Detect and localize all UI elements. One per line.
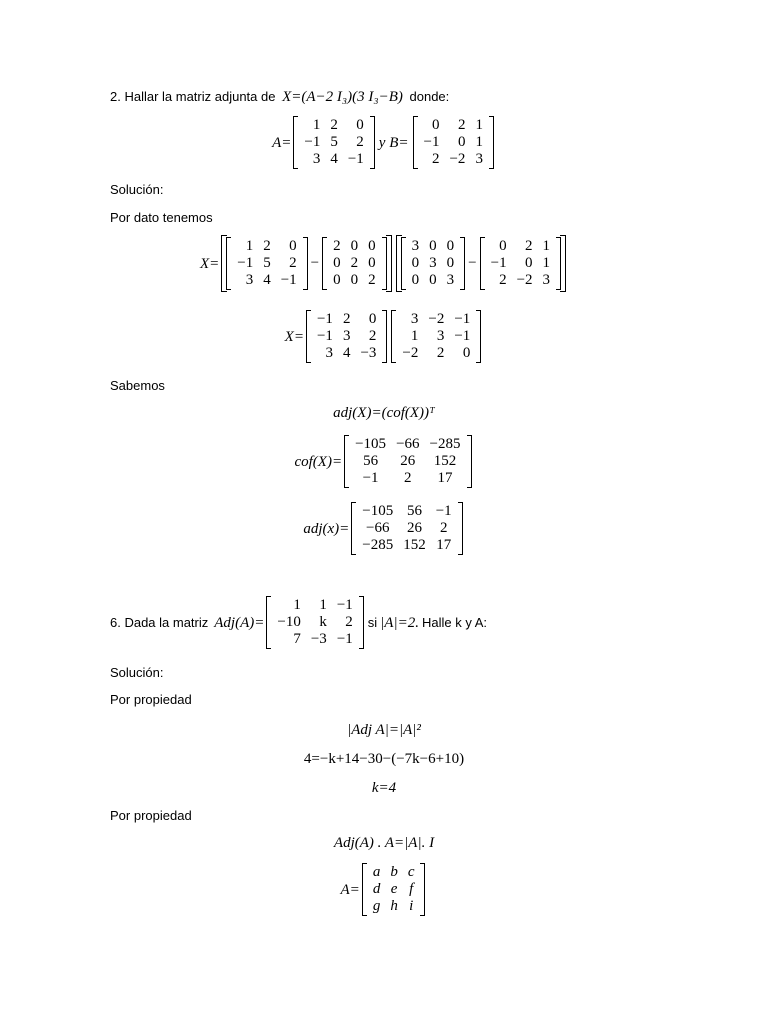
matrix-row (312, 311, 381, 328)
adj-equation (0, 502, 768, 555)
matrix-row (368, 864, 420, 881)
matrix-cell: 0 (457, 134, 466, 150)
adj-formula (0, 404, 768, 422)
matrix-row (397, 311, 475, 328)
matrix-cell: −285 (362, 537, 394, 553)
matrix-cell: −105 (362, 503, 394, 519)
problem-2-suffix: donde: (409, 89, 450, 104)
matrix-row (486, 238, 555, 255)
matrix-cell: 0 (429, 272, 437, 288)
matrix-row (299, 134, 368, 151)
matrix-row (419, 151, 488, 168)
matrix-cell: 2 (345, 614, 353, 630)
eq-det-adj (0, 721, 768, 739)
problem-6-prefix: 6. Dada la matriz (110, 614, 209, 630)
matrix-cell: k (319, 614, 327, 630)
matrix-cell: 2 (404, 470, 412, 486)
matrix-cell: 0 (368, 311, 377, 327)
matrix-row (397, 328, 475, 345)
matrix-cell: 3 (475, 151, 483, 167)
matrix-cell: −1 (347, 151, 364, 167)
matrix-row (232, 238, 301, 255)
matrix-3i (401, 237, 466, 290)
matrix-cell: 4 (330, 151, 338, 167)
matrix-cell: 0 (525, 255, 533, 271)
matrix-row (486, 272, 555, 289)
matrix-cell: i (409, 898, 414, 914)
sabemos-text: Sabemos (110, 378, 165, 393)
matrix-cell: 26 (406, 520, 422, 536)
matrix-cell: 0 (446, 238, 455, 254)
matrix-cell: 3 (312, 151, 321, 167)
matrix-cell: 0 (411, 272, 420, 288)
matrix-cell: e (390, 881, 398, 897)
matrix-cell: 152 (433, 453, 457, 469)
matrix-cell: c (407, 864, 415, 880)
matrix-cell: 0 (368, 255, 376, 271)
matrix-row (357, 520, 456, 537)
matrices-a-b (0, 116, 768, 169)
eq2-text: 4=−k+14−30−(−7k−6+10) (303, 751, 465, 767)
matrix-row (407, 238, 460, 255)
matrix-cell: −1 (316, 328, 333, 344)
matrix-row (486, 255, 555, 272)
matrix-cell: −1 (336, 597, 353, 613)
matrix-cell: 0 (431, 117, 440, 133)
x-expansion (0, 235, 768, 292)
por-dato-text: Por dato tenemos (110, 210, 213, 225)
matrix-cell: −10 (277, 614, 301, 630)
matrix-cell: 3 (325, 345, 333, 361)
matrix-cell: 2 (263, 238, 271, 254)
matrix-cell: 1 (319, 597, 327, 613)
matrix-cell: −1 (316, 311, 333, 327)
por-propiedad-2: Por propiedad (110, 808, 192, 823)
matrix-cell: 56 (363, 453, 379, 469)
si-text: si (367, 614, 378, 630)
matrix-cell: 2 (368, 328, 377, 344)
matrix-cell: 0 (350, 272, 359, 288)
matrix-b (413, 116, 494, 169)
matrix-cell: 2 (439, 520, 448, 536)
matrix-cell: −1 (454, 311, 471, 327)
matrix-cell: 0 (350, 238, 359, 254)
matrix-cof (344, 435, 471, 488)
matrix-cell: 1 (410, 328, 419, 344)
matrix-row (272, 597, 357, 614)
a-label: A= (340, 881, 360, 898)
matrix-row (232, 272, 301, 289)
matrix-cell: 3 (542, 272, 551, 288)
eq4-text: Adj(A) . A=|A|. I (333, 835, 435, 851)
matrix-cell: 3 (410, 311, 419, 327)
matrix-cell: 2 (330, 117, 338, 133)
matrix-row (272, 631, 357, 648)
matrix-row (368, 881, 420, 898)
matrix-cell: 3 (446, 272, 455, 288)
matrix-cell: 5 (263, 255, 271, 271)
x-definition: X=(A−2 I₃)(3 I₃−B) (282, 89, 403, 105)
matrix-row (272, 614, 357, 631)
matrix-cell: −105 (355, 436, 387, 452)
matrix-cell: 0 (499, 238, 507, 254)
cof-equation (0, 435, 768, 488)
matrix-b-copy (480, 237, 561, 290)
matrix-cell: 1 (293, 597, 301, 613)
matrix-cell: 26 (400, 453, 416, 469)
matrix-row (407, 272, 460, 289)
matrix-cell: 2 (499, 272, 507, 288)
matrix-row (357, 503, 456, 520)
matrix-cell: −3 (360, 345, 377, 361)
matrix-cell: −1 (237, 255, 254, 271)
matrix-cell: −2 (428, 311, 445, 327)
matrix-cell: 0 (446, 255, 455, 271)
matrix-row (299, 151, 368, 168)
matrix-a (293, 116, 374, 169)
matrix-cell: −1 (362, 470, 379, 486)
matrix-cell: 3 (436, 328, 445, 344)
matrix-adj (351, 502, 462, 555)
problem-2-prefix: 2. Hallar la matriz adjunta de (110, 89, 276, 104)
matrix-cell: a (372, 864, 381, 880)
matrix-a-copy (226, 237, 307, 290)
matrix-cell: −2 (402, 345, 419, 361)
matrix-adj-a (266, 596, 363, 649)
matrix-cell: −1 (336, 631, 353, 647)
por-propiedad-1: Por propiedad (110, 692, 192, 707)
matrix-cell: 0 (289, 238, 297, 254)
matrix-cell: b (390, 864, 398, 880)
eq-adj-product (0, 834, 768, 852)
matrix-row (299, 117, 368, 134)
matrix-cell: 17 (436, 537, 452, 553)
x-product (0, 310, 768, 363)
matrix-cell: 2 (342, 311, 351, 327)
matrix-row (350, 453, 465, 470)
matrix-row (328, 255, 381, 272)
matrix-row (312, 328, 381, 345)
matrix-cell: −3 (310, 631, 327, 647)
matrix-cell: 1 (245, 238, 254, 254)
connector-yb: y B= (378, 134, 409, 151)
matrix-cell: 2 (525, 238, 533, 254)
matrix-row (312, 345, 381, 362)
matrix-cell: 152 (403, 537, 426, 553)
matrix-cell: −1 (423, 134, 440, 150)
factor-1 (221, 235, 391, 292)
matrix-cell: 2 (368, 272, 376, 288)
adj-formula-text: adj(X)=(cof(X))ᵀ (333, 405, 435, 421)
solucion-heading: Solución: (110, 182, 164, 197)
matrix-row (350, 470, 465, 487)
matrix-cell: −1 (435, 503, 452, 519)
matrix-row (232, 255, 301, 272)
matrix-cell: 0 (333, 272, 341, 288)
matrix-cell: h (390, 898, 398, 914)
problem-6-statement (110, 596, 487, 649)
matrix-cell: −1 (490, 255, 507, 271)
cof-label: cof(X)= (294, 453, 343, 470)
matrix-cell: 3 (411, 238, 420, 254)
matrix-cell: 0 (429, 238, 437, 254)
matrix-p2 (391, 310, 481, 363)
matrix-row (407, 255, 460, 272)
matrix-cell: 3 (245, 272, 254, 288)
matrix-cell: 1 (475, 117, 483, 133)
minus-sign: − (310, 255, 320, 271)
matrix-cell: 0 (333, 255, 341, 271)
matrix-cell: g (372, 898, 381, 914)
matrix-2i (322, 237, 387, 290)
matrix-row (328, 272, 381, 289)
matrix-row (350, 436, 465, 453)
matrix-cell: 2 (457, 117, 466, 133)
minus-sign: − (468, 255, 477, 271)
matrix-cell: −1 (454, 328, 471, 344)
matrix-cell: −66 (366, 520, 390, 536)
matrix-cell: 0 (356, 117, 364, 133)
matrix-cell: 1 (542, 255, 551, 271)
matrix-row (419, 117, 488, 134)
eq-k-value (0, 779, 768, 797)
matrix-cell: 7 (293, 631, 301, 647)
generic-a-equation (0, 863, 768, 916)
matrix-cell: 0 (411, 255, 420, 271)
eq1-text: |Adj A|=|A|² (347, 722, 421, 738)
matrix-row (357, 537, 456, 554)
x-product-label: X= (284, 328, 304, 345)
matrix-cell: −66 (396, 436, 420, 452)
adj-a-label: Adj(A)= (214, 614, 265, 631)
matrix-cell: 2 (289, 255, 297, 271)
eq-expansion (0, 750, 768, 768)
factor-2 (396, 235, 566, 292)
matrix-cell: 4 (263, 272, 271, 288)
det-condition: |A|=2. (380, 614, 419, 631)
matrix-cell: 3 (429, 255, 437, 271)
matrix-a-label: A= (272, 134, 292, 151)
matrix-cell: 1 (542, 238, 551, 254)
eq3-text: k=4 (371, 780, 397, 796)
matrix-cell: 2 (431, 151, 440, 167)
matrix-cell: 2 (333, 238, 341, 254)
matrix-generic-a (362, 863, 426, 916)
problem-2-statement (110, 88, 449, 106)
solucion-heading-6: Solución: (110, 665, 164, 680)
matrix-cell: −2 (449, 151, 466, 167)
matrix-cell: d (372, 881, 381, 897)
matrix-cell: 2 (436, 345, 445, 361)
matrix-row (328, 238, 381, 255)
matrix-cell: 3 (342, 328, 351, 344)
matrix-cell: 56 (406, 503, 422, 519)
matrix-cell: −1 (304, 134, 321, 150)
matrix-row (397, 345, 475, 362)
matrix-cell: f (409, 881, 414, 897)
matrix-cell: 5 (330, 134, 338, 150)
problem-6-suffix: Halle k y A: (421, 614, 487, 630)
matrix-cell: 4 (342, 345, 351, 361)
matrix-cell: 1 (312, 117, 321, 133)
matrix-p1 (306, 310, 387, 363)
matrix-cell: 1 (475, 134, 483, 150)
matrix-cell: 0 (462, 345, 471, 361)
matrix-cell: −285 (429, 436, 461, 452)
matrix-cell: 17 (437, 470, 453, 486)
matrix-row (368, 898, 420, 915)
matrix-cell: −1 (280, 272, 297, 288)
matrix-cell: 0 (368, 238, 376, 254)
matrix-row (419, 134, 488, 151)
matrix-cell: 2 (350, 255, 359, 271)
matrix-cell: 2 (356, 134, 364, 150)
matrix-cell: −2 (516, 272, 533, 288)
adj-label: adj(x)= (303, 520, 350, 537)
x-expansion-label: X= (199, 255, 220, 272)
